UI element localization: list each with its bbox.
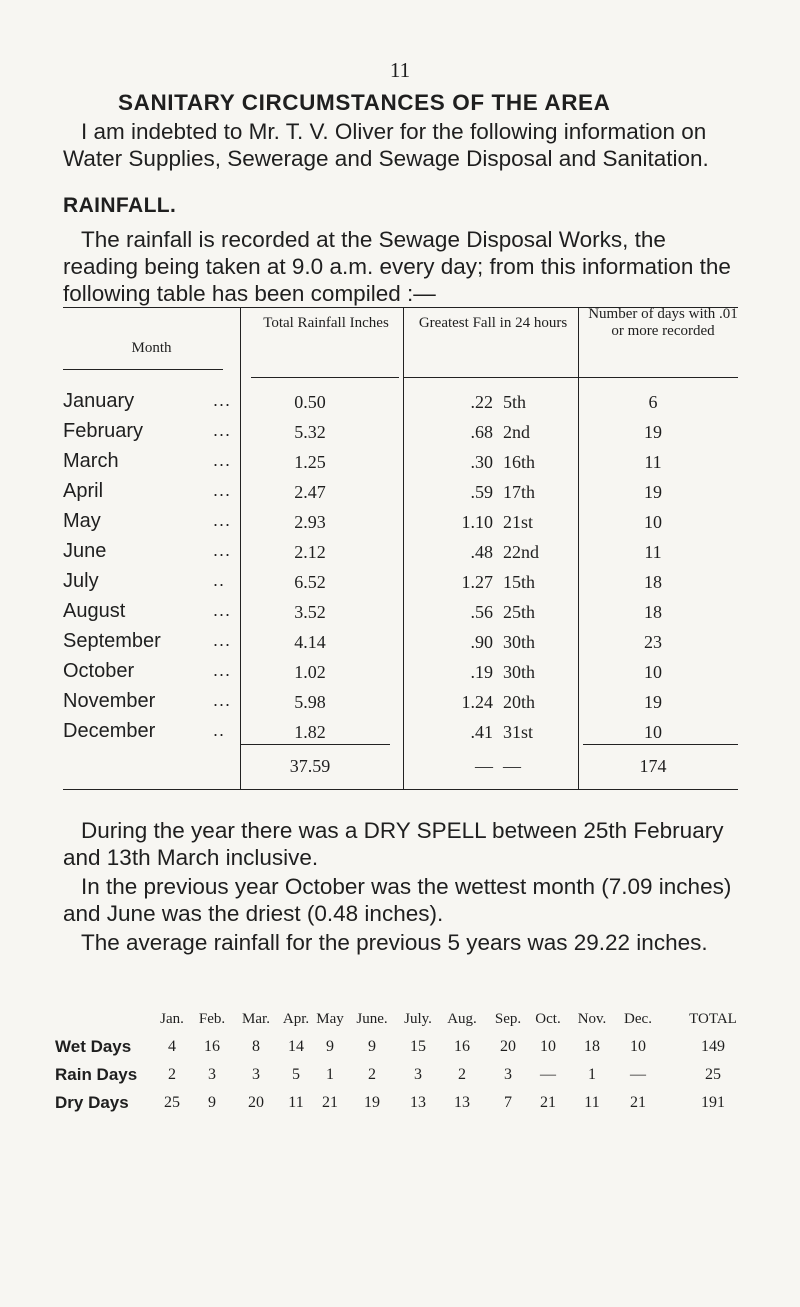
days-column-header: May <box>316 1011 344 1027</box>
days-count: 11 <box>644 542 662 562</box>
total-rainfall: 37.59 <box>289 756 331 776</box>
leader-dots: ... <box>213 660 232 680</box>
month-label: June <box>63 540 107 562</box>
days-count: 23 <box>644 632 662 652</box>
page-title: SANITARY CIRCUMSTANCES OF THE AREA <box>118 90 611 115</box>
days-table-header <box>118 1011 798 1035</box>
days-cell: 16 <box>454 1038 470 1055</box>
total-rainfall: 5.98 <box>294 692 326 712</box>
days-count: 11 <box>644 452 662 472</box>
total-rainfall: 2.47 <box>294 482 326 502</box>
header-underline <box>403 377 578 378</box>
days-cell: 15 <box>410 1038 426 1055</box>
header-greatest-fall: Greatest Fall in 24 hours <box>418 315 568 331</box>
header-days-count: Number of days with .01 or more recorded <box>588 306 738 339</box>
days-cell: 5 <box>292 1066 300 1083</box>
days-count: 18 <box>644 602 662 622</box>
days-count: 10 <box>644 512 662 532</box>
greatest-fall: .56 <box>470 602 493 622</box>
days-column-header: Apr. <box>282 1011 310 1027</box>
days-count: 6 <box>648 392 658 412</box>
days-cell: — <box>540 1066 556 1083</box>
table-row <box>63 600 738 630</box>
table-row <box>63 540 738 570</box>
rainfall-heading: RAINFALL. <box>63 194 177 217</box>
days-cell: 19 <box>364 1094 380 1111</box>
days-cell: 9 <box>368 1038 376 1055</box>
greatest-fall: 1.24 <box>461 692 493 712</box>
days-column-header: TOTAL <box>689 1011 737 1027</box>
greatest-fall-day: 31st <box>503 722 534 742</box>
days-cell: 10 <box>630 1038 646 1055</box>
days-cell: 2 <box>368 1066 376 1083</box>
greatest-fall: .19 <box>470 662 493 682</box>
month-label: April <box>63 480 104 502</box>
greatest-fall-day: 15th <box>503 572 536 592</box>
days-cell: 2 <box>458 1066 466 1083</box>
total-rainfall: 2.12 <box>294 542 326 562</box>
greatest-fall-day: 2nd <box>503 422 530 442</box>
table-row <box>63 450 738 480</box>
days-column-header: Oct. <box>535 1011 561 1027</box>
days-column-header: Nov. <box>577 1011 607 1027</box>
days-row-label: Rain Days <box>55 1065 138 1084</box>
days-cell: 3 <box>208 1066 216 1083</box>
days-cell: 7 <box>504 1094 512 1111</box>
table-row <box>63 510 738 540</box>
days-table <box>55 1011 798 1119</box>
table-row <box>63 480 738 510</box>
leader-dots: ... <box>213 480 232 500</box>
header-underline <box>251 377 399 378</box>
greatest-fall: .48 <box>470 542 493 562</box>
previous-year-paragraph: In the previous year October was the wettest month (7.09 inches) and June was the driest (0.48 inches). <box>63 874 732 926</box>
days-cell: 14 <box>288 1038 304 1055</box>
days-cell: 4 <box>168 1038 176 1055</box>
days-cell: — <box>630 1066 646 1083</box>
total-rainfall: 3.52 <box>294 602 326 622</box>
days-cell: 3 <box>414 1066 422 1083</box>
month-label: October <box>63 660 135 682</box>
days-cell: 1 <box>588 1066 596 1083</box>
leader-dots: .. <box>213 570 226 590</box>
greatest-fall: 1.27 <box>461 572 493 592</box>
greatest-fall: .30 <box>470 452 493 472</box>
days-cell: 18 <box>584 1038 600 1055</box>
greatest-fall-day: 25th <box>503 602 536 622</box>
month-label: September <box>63 630 161 652</box>
leader-dots: ... <box>213 420 232 440</box>
greatest-fall-day: 16th <box>503 452 536 472</box>
days-column-header: June. <box>356 1011 388 1027</box>
total-rainfall: 2.93 <box>294 512 326 532</box>
greatest-fall-day: 21st <box>503 512 534 532</box>
days-cell: 13 <box>410 1094 426 1111</box>
days-cell: 10 <box>540 1038 556 1055</box>
days-cell: 149 <box>701 1038 725 1055</box>
days-row <box>55 1063 798 1091</box>
month-label: May <box>63 510 101 532</box>
rainfall-table <box>63 307 738 789</box>
header-total-rainfall: Total Rainfall Inches <box>263 315 389 331</box>
total-rainfall: 6.52 <box>294 572 326 592</box>
days-column-header: Sep. <box>494 1011 522 1027</box>
greatest-fall-day: 5th <box>503 392 527 412</box>
table-bottom-rule <box>63 789 738 790</box>
table-row <box>63 690 738 720</box>
days-column-header: July. <box>404 1011 432 1027</box>
days-column-header: Aug. <box>447 1011 477 1027</box>
leader-dots: ... <box>213 450 232 470</box>
table-row <box>63 720 738 750</box>
days-cell: 13 <box>454 1094 470 1111</box>
days-cell: 21 <box>630 1094 646 1111</box>
month-label: August <box>63 600 126 622</box>
total-rainfall: 4.14 <box>294 632 326 652</box>
header-underline <box>63 369 223 370</box>
days-column-header: Feb. <box>198 1011 226 1027</box>
greatest-fall-day: 17th <box>503 482 536 502</box>
greatest-fall: .59 <box>470 482 493 502</box>
days-cell: 21 <box>540 1094 556 1111</box>
leader-dots: ... <box>213 600 232 620</box>
total-day: — <box>503 756 521 776</box>
days-count: 18 <box>644 572 662 592</box>
month-label: December <box>63 720 156 742</box>
greatest-fall-day: 20th <box>503 692 536 712</box>
days-cell: 25 <box>164 1094 180 1111</box>
days-column-header: Dec. <box>624 1011 652 1027</box>
dry-spell-paragraph: During the year there was a DRY SPELL between 25th February and 13th March inclusive. <box>63 818 724 870</box>
leader-dots: ... <box>213 510 232 530</box>
days-count: 19 <box>644 422 662 442</box>
table-row <box>63 630 738 660</box>
greatest-fall-day: 22nd <box>503 542 539 562</box>
leader-dots: ... <box>213 630 232 650</box>
greatest-fall: .90 <box>470 632 493 652</box>
days-cell: 16 <box>204 1038 220 1055</box>
total-rainfall: 1.25 <box>294 452 326 472</box>
leader-dots: ... <box>213 690 232 710</box>
leader-dots: ... <box>213 390 232 410</box>
table-row <box>63 660 738 690</box>
days-cell: 11 <box>288 1094 304 1111</box>
intro-paragraph: I am indebted to Mr. T. V. Oliver for the following information on Water Supplies, Sewerage and Sewage Disposal and Sanitation. <box>63 119 709 171</box>
totals-rule <box>240 744 390 745</box>
total-rainfall: 1.02 <box>294 662 326 682</box>
totals-rule <box>583 744 738 745</box>
totals-row <box>63 754 738 784</box>
days-cell: 1 <box>326 1066 334 1083</box>
month-label: July <box>63 570 99 592</box>
greatest-fall-day: 30th <box>503 632 536 652</box>
month-label: November <box>63 690 156 712</box>
days-cell: 21 <box>322 1094 338 1111</box>
table-row <box>63 420 738 450</box>
days-row <box>55 1035 798 1063</box>
total-fall: — <box>475 756 493 776</box>
days-cell: 191 <box>701 1094 725 1111</box>
month-label: January <box>63 390 135 412</box>
month-label: March <box>63 450 119 472</box>
rainfall-paragraph: The rainfall is recorded at the Sewage Disposal Works, the reading being taken at 9.0 a.m. every day; from this information the following table has been compiled :— <box>63 227 731 306</box>
days-cell: 8 <box>252 1038 260 1055</box>
days-column-header: Mar. <box>242 1011 270 1027</box>
leader-dots: .. <box>213 720 226 740</box>
days-cell: 20 <box>248 1094 264 1111</box>
days-cell: 3 <box>252 1066 260 1083</box>
table-row <box>63 570 738 600</box>
greatest-fall: 1.10 <box>461 512 493 532</box>
days-row <box>55 1091 798 1119</box>
header-month: Month <box>131 340 172 356</box>
days-count: 19 <box>644 482 662 502</box>
days-count: 19 <box>644 692 662 712</box>
page-number: 11 <box>389 58 411 82</box>
days-cell: 25 <box>705 1066 721 1083</box>
days-cell: 2 <box>168 1066 176 1083</box>
days-cell: 9 <box>208 1094 216 1111</box>
days-column-header: Jan. <box>160 1011 184 1027</box>
days-cell: 20 <box>500 1038 516 1055</box>
greatest-fall: .22 <box>470 392 493 412</box>
average-paragraph: The average rainfall for the previous 5 years was 29.22 inches. <box>81 930 708 955</box>
greatest-fall: .41 <box>470 722 493 742</box>
table-row <box>63 390 738 420</box>
days-count: 10 <box>644 662 662 682</box>
header-underline <box>578 377 738 378</box>
greatest-fall-day: 30th <box>503 662 536 682</box>
greatest-fall: .68 <box>470 422 493 442</box>
days-cell: 11 <box>584 1094 600 1111</box>
days-cell: 3 <box>504 1066 512 1083</box>
total-rainfall: 0.50 <box>294 392 326 412</box>
total-rainfall: 1.82 <box>294 722 326 742</box>
days-cell: 9 <box>326 1038 334 1055</box>
leader-dots: ... <box>213 540 232 560</box>
days-row-label: Wet Days <box>55 1037 132 1056</box>
total-rainfall: 5.32 <box>294 422 326 442</box>
days-row-label: Dry Days <box>55 1093 129 1112</box>
month-label: February <box>63 420 144 442</box>
total-days-count: 174 <box>639 756 667 776</box>
days-count: 10 <box>644 722 662 742</box>
